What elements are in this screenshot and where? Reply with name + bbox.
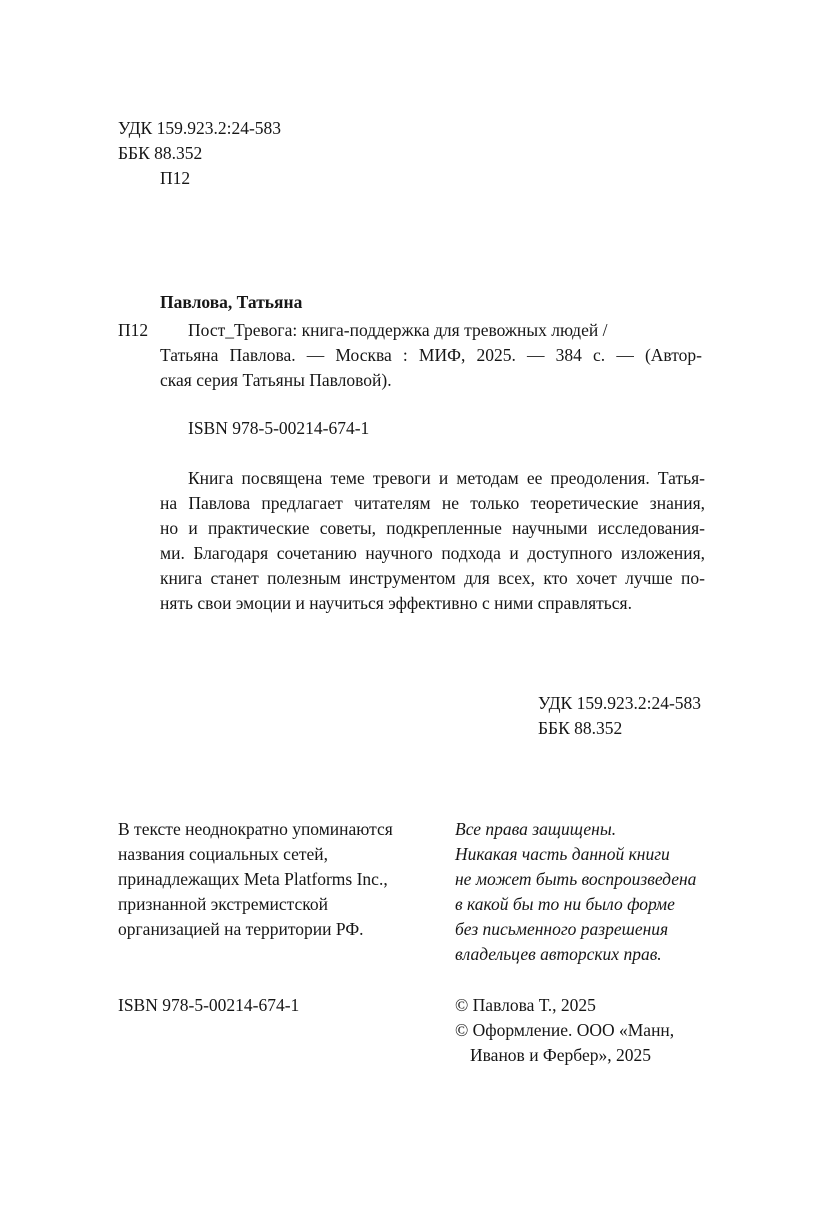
rights-line: не может быть воспроизведена xyxy=(455,869,697,889)
author-heading: Павлова, Татьяна xyxy=(160,292,303,312)
annotation-line: книга станет полезным инструментом для всех, кто хочет лучше по- xyxy=(160,568,705,588)
udk-code-bottom: УДК 159.923.2:24-583 xyxy=(538,693,702,713)
footer-isbn: ISBN 978-5-00214-674-1 xyxy=(118,995,300,1015)
notice-line: признанной экстремистской xyxy=(118,894,329,914)
annotation-line: на Павлова предлагает читателям не только теоретические знания, xyxy=(160,493,705,513)
catalog-isbn: ISBN 978-5-00214-674-1 xyxy=(188,418,370,438)
catalog-description-line: ская серия Татьяны Павловой). xyxy=(160,370,392,390)
catalog-description-line: Пост_Тревога: книга-поддержка для тревожных людей / xyxy=(188,320,608,340)
copyright-line: © Павлова Т., 2025 xyxy=(455,995,596,1015)
annotation-line: нять свои эмоции и научиться эффективно с ними справляться. xyxy=(160,593,632,613)
udk-code-top: УДК 159.923.2:24-583 xyxy=(118,118,282,138)
annotation-line: но и практические советы, подкрепленные научными исследования- xyxy=(160,518,705,538)
rights-line: Никакая часть данной книги xyxy=(455,844,670,864)
notice-line: В тексте неоднократно упоминаются xyxy=(118,819,393,839)
notice-line: организацией на территории РФ. xyxy=(118,919,364,939)
bbk-code-bottom: ББК 88.352 xyxy=(538,718,623,738)
rights-line: владельцев авторских прав. xyxy=(455,944,662,964)
author-mark: П12 xyxy=(118,320,149,340)
copyright-line: © Оформление. ООО «Манн, xyxy=(455,1020,675,1040)
notice-line: названия социальных сетей, xyxy=(118,844,329,864)
catalog-description-line: Татьяна Павлова. — Москва : МИФ, 2025. — 384 с. — (Автор- xyxy=(160,345,702,365)
annotation-line: ми. Благодаря сочетанию научного подхода и доступного изложения, xyxy=(160,543,705,563)
rights-line: в какой бы то ни было форме xyxy=(455,894,675,914)
annotation-line: Книга посвящена теме тревоги и методам ее преодоления. Татья- xyxy=(188,468,705,488)
author-mark-top: П12 xyxy=(160,168,191,188)
copyright-line: Иванов и Фербер», 2025 xyxy=(470,1045,651,1065)
rights-line: Все права защищены. xyxy=(455,819,617,839)
rights-line: без письменного разрешения xyxy=(455,919,669,939)
bbk-code-top: ББК 88.352 xyxy=(118,143,203,163)
notice-line: принадлежащих Meta Platforms Inc., xyxy=(118,869,388,889)
